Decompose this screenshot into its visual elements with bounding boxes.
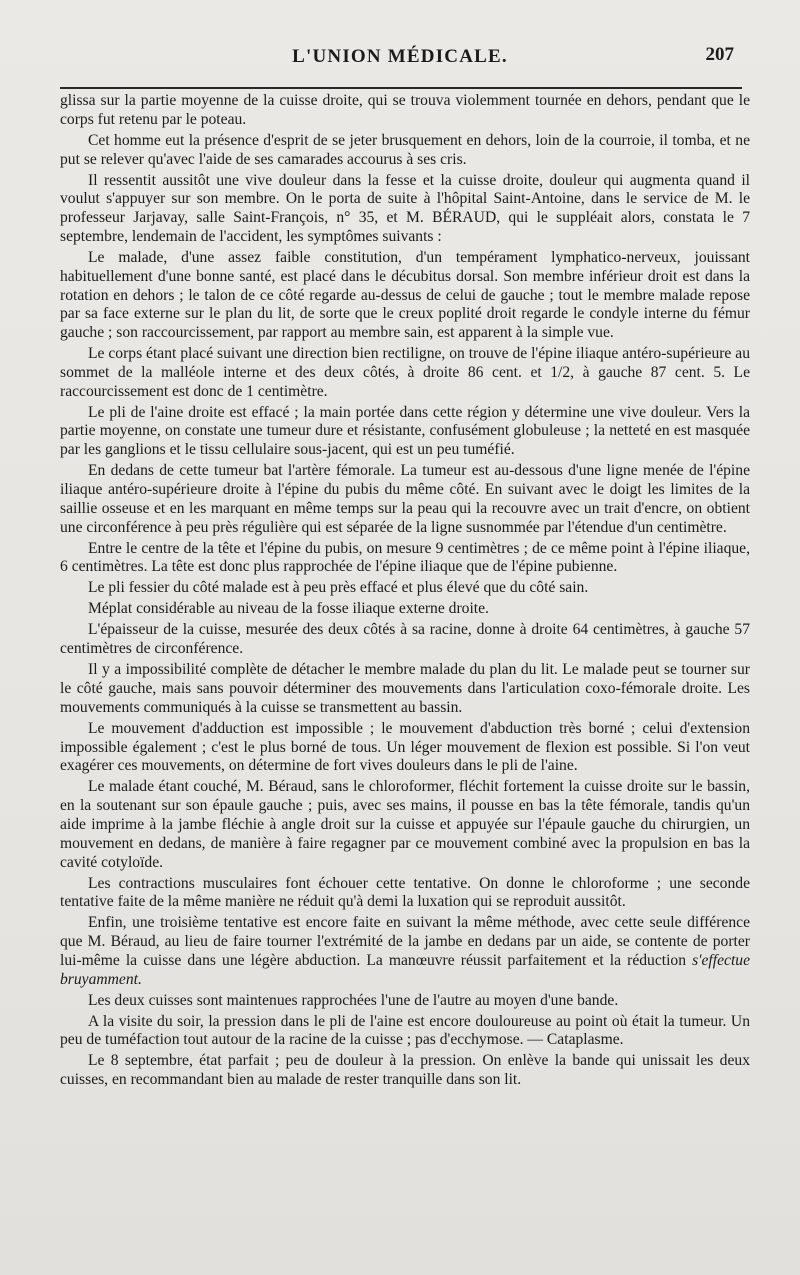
paragraph: Le pli de l'aine droite est effacé ; la main portée dans cette région y détermine une vive douleur. Vers la partie moyenne, on constate une tumeur dure et résistante, confusément globuleuse ; la netteté en est masquée par les ganglions et le tissu cellulaire sous-jacent, qui est un peu tuméfié. — [60, 403, 750, 459]
page-header — [60, 44, 740, 78]
paragraph: Il y a impossibilité complète de détacher le membre malade du plan du lit. Le malade peut se tourner sur le côté gauche, mais sans pouvoir déterminer des mouvements dans l'articulation coxo-fémorale droite. Les mouvements communiqués à la cuisse se transmettent au bassin. — [60, 661, 750, 716]
paragraph: glissa sur la partie moyenne de la cuisse droite, qui se trouva violemment tournée en dehors, pendant que le corps fut retenu par le poteau. — [60, 92, 750, 128]
paragraph: Cet homme eut la présence d'esprit de se jeter brusquement en dehors, loin de la courroie, il tomba, et ne put se relever qu'avec l'aide de ses camarades accourus à ses cris. — [60, 131, 750, 168]
running-title: L'UNION MÉDICALE. — [292, 46, 508, 67]
page-number: 207 — [705, 44, 734, 65]
paragraph: A la visite du soir, la pression dans le pli de l'aine est encore douloureuse au point où était la tumeur. Un peu de tuméfaction tout autour de la racine de la cuisse ; pas d'ecchymose. — Cataplasme. — [60, 1012, 750, 1049]
paragraph: Il ressentit aussitôt une vive douleur dans la fesse et la cuisse droite, douleur qui augmenta quand il voulut s'appuyer sur son membre. On le porta de suite à l'hôpital Saint-Antoine, dans le service de M. le professeur Jarjavay, salle Saint-François, n° 35, et M. BÉRAUD, qui le suppléait alors, constata le 7 septembre, lendemain de l'accident, les symptômes suivants : — [60, 171, 750, 245]
italic-phrase: s'effectue bruyamment. — [60, 951, 750, 988]
paragraph-with-italic — [60, 914, 750, 989]
paragraph: Les contractions musculaires font échouer cette tentative. On donne le chloroforme ; une seconde tentative faite de la même manière ne réduit qu'à demi la luxation qui se reproduit aussitôt. — [60, 874, 750, 911]
paragraph-text: Enfin, une troisième tentative est encore faite en suivant la même méthode, avec cette seule différence que M. Béraud, au lieu de faire tourner l'extrémité de la jambe en dedans par un aide, se contente de porter lui-même la cuisse dans une légère abduction. La manœuvre réussit parfaitement et la réduction — [60, 914, 750, 969]
article-body — [60, 92, 750, 1092]
paragraph: Les deux cuisses sont maintenues rapprochées l'une de l'autre au moyen d'une bande. — [88, 991, 619, 1009]
paragraph: En dedans de cette tumeur bat l'artère fémorale. La tumeur est au-dessous d'une ligne menée de l'épine iliaque antéro-supérieure droite à l'épine du pubis du même côté. En suivant avec le doigt les limites de la saillie osseuse et en les marquant en même temps sur la peau qui la recouvre avec un trait d'encre, on obtient une circonférence à peu près régulière qui est séparée de la ligne susnommée par l'étendue d'un centimètre. — [60, 462, 750, 536]
paragraph: Le 8 septembre, état parfait ; peu de douleur à la pression. On enlève la bande qui unissait les deux cuisses, en recommandant bien au malade de rester tranquille dans son lit. — [60, 1052, 750, 1089]
paragraph: Entre le centre de la tête et l'épine du pubis, on mesure 9 centimètres ; de ce même point à l'épine iliaque, 6 centimètres. La tête est donc plus rapprochée de l'épine iliaque que de l'épine pubienne. — [60, 539, 750, 576]
paragraph: Le malade, d'une assez faible constitution, d'un tempérament lymphatico-nerveux, jouissant habituellement d'une bonne santé, est placé dans le décubitus dorsal. Son membre inférieur droit est dans la rotation en dehors ; le talon de ce côté regarde au-dessus de celui de gauche ; tout le membre malade repose par sa face externe sur le plan du lit, de sorte que le creux poplité droit regarde le condyle interne du fémur gauche ; son raccourcissement, par rapport au membre sain, est apparent à la simple vue. — [60, 248, 750, 342]
paragraph: Le malade étant couché, M. Béraud, sans le chloroformer, fléchit fortement la cuisse droite sur le bassin, en la soutenant sur son épaule gauche ; puis, avec ses mains, il pousse en bas la tête fémorale, tandis qu'un aide imprime à la jambe fléchie à angle droit sur la cuisse et appuyée sur l'épaule gauche du chirurgien, un mouvement en dedans, de manière à faire regagner par ce mouvement combiné avec la propulsion en bas la cavité cotyloïde. — [60, 778, 750, 871]
paragraph: Méplat considérable au niveau de la fosse iliaque externe droite. — [88, 600, 489, 618]
header-rule — [60, 87, 742, 89]
paragraph: Le corps étant placé suivant une direction bien rectiligne, on trouve de l'épine iliaque antéro-supérieure au sommet de la malléole interne et des deux côtés, à droite 86 cent. et 1/2, à gauche 87 cent. 5. Le raccourcissement est donc de 1 centimètre. — [60, 345, 750, 400]
paragraph: L'épaisseur de la cuisse, mesurée des deux côtés à sa racine, donne à droite 64 centimètres, à gauche 57 centimètres de circonférence. — [60, 621, 750, 658]
paragraph: Le pli fessier du côté malade est à peu près effacé et plus élevé que du côté sain. — [88, 579, 589, 597]
paragraph: Le mouvement d'adduction est impossible ; le mouvement d'abduction très borné ; celui d'extension impossible également ; c'est le plus borné de tous. Un léger mouvement de flexion est possible. Si l'on veut exagérer ces mouvements, on détermine de fort vives douleurs dans le pli de l'aine. — [60, 719, 750, 775]
